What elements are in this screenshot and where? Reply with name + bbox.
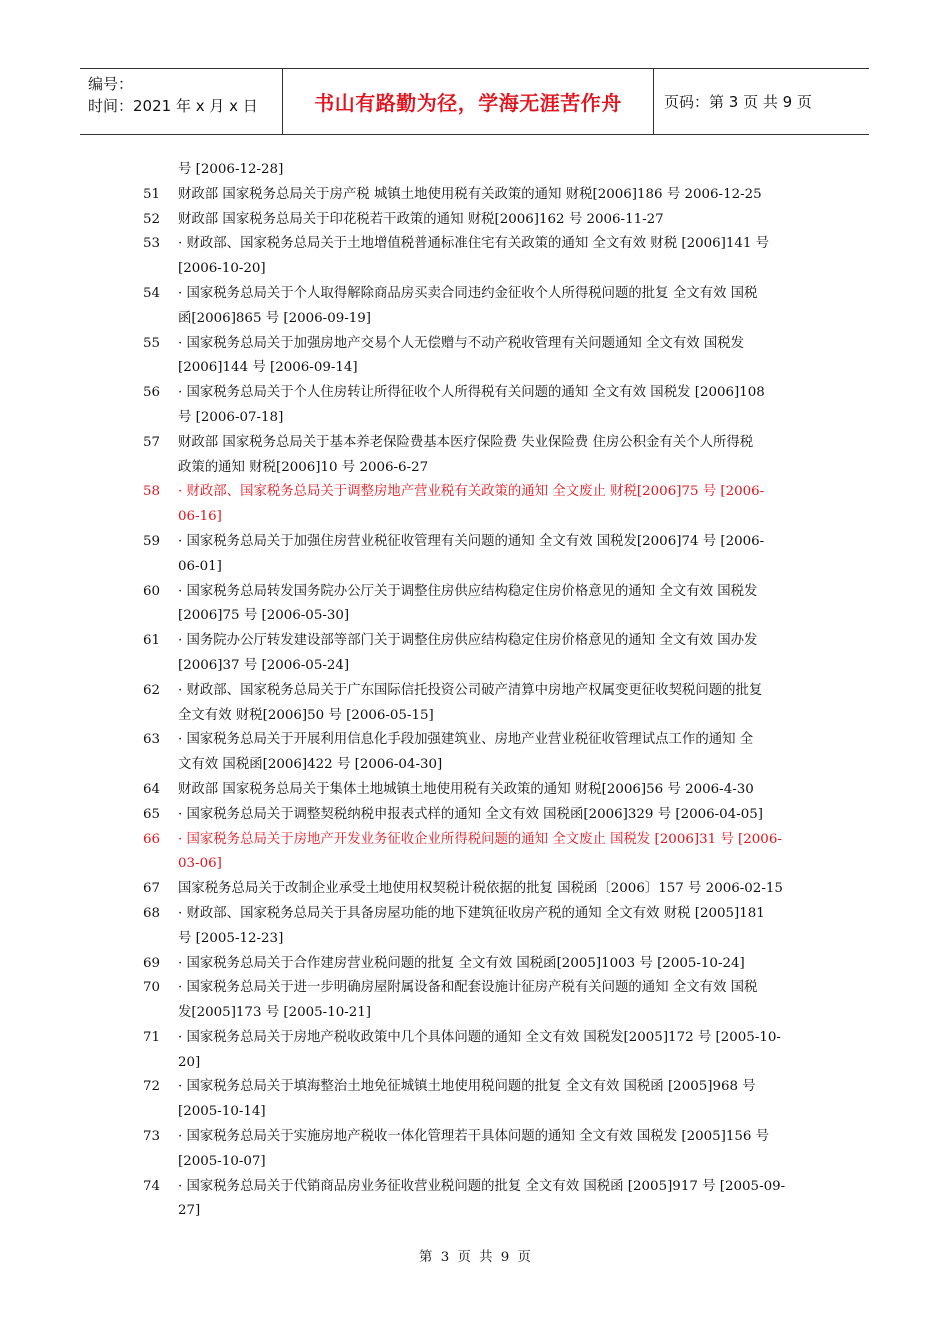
item-text: · 国家税务总局关于进一步明确房屋附属设备和配套设施计征房产税有关问题的通知 全文有效 国税 (178, 980, 758, 996)
item-number (0, 1100, 178, 1125)
item-number: 73 (143, 1129, 161, 1145)
item-number: 58 (143, 484, 161, 500)
item-text: · 财政部、国家税务总局关于土地增值税普通标准住宅有关政策的通知 全文有效 财税 [2006]141 号 (178, 236, 770, 252)
item-number (0, 704, 178, 729)
list-item (0, 158, 950, 183)
item-number: 51 (143, 186, 161, 202)
item-number (0, 406, 178, 431)
list-item (0, 232, 950, 257)
item-number (0, 505, 178, 530)
item-number (0, 456, 178, 481)
item-number (0, 356, 178, 381)
item-number: 52 (143, 211, 161, 227)
item-number: 74 (143, 1178, 161, 1194)
list-item (0, 902, 950, 927)
item-number (0, 753, 178, 778)
list-item (0, 530, 950, 555)
list-item (0, 976, 950, 1001)
list-item (0, 208, 950, 233)
list-item (0, 877, 950, 902)
list-item-continuation (0, 555, 950, 580)
item-text: [2006]37 号 [2006-05-24] (178, 657, 350, 673)
list-item-continuation (0, 356, 950, 381)
page-footer: 第 3 页 共 9 页 (419, 1250, 531, 1265)
item-text: [2005-10-14] (178, 1104, 266, 1120)
motto: 书山有路勤为径，学海无涯苦作舟 (314, 91, 622, 115)
item-text: [2006-10-20] (178, 261, 266, 277)
item-text: 财政部 国家税务总局关于基本养老保险费基本医疗保险费 失业保险费 住房公积金有关个人所得税 (178, 434, 754, 450)
list-item (0, 332, 950, 357)
item-text: · 国家税务总局关于加强房地产交易个人无偿赠与不动产税收管理有关问题通知 全文有效 国税发 (178, 335, 745, 351)
item-number: 54 (143, 285, 161, 301)
list-item-continuation (0, 406, 950, 431)
list-item (0, 629, 950, 654)
item-number (0, 1001, 178, 1026)
item-text: 20] (178, 1054, 201, 1070)
item-text: 号 [2006-12-28] (178, 162, 284, 177)
item-number (0, 604, 178, 629)
document-time: 时间：2021 年 x 月 x 日 (88, 97, 258, 115)
item-text: · 国家税务总局关于个人取得解除商品房买卖合同违约金征收个人所得税问题的批复 全文有效 国税 (178, 285, 758, 301)
item-number (0, 927, 178, 952)
list-item (0, 580, 950, 605)
document-number-label: 编号： (88, 75, 134, 93)
item-number: 62 (143, 682, 161, 698)
item-number (0, 307, 178, 332)
item-number (0, 1051, 178, 1076)
list-item-continuation (0, 1051, 950, 1076)
list-item-continuation (0, 704, 950, 729)
item-text: · 国务院办公厅转发建设部等部门关于调整住房供应结构稳定住房价格意见的通知 全文有效 国办发 (178, 633, 758, 649)
item-text: 全文有效 财税[2006]50 号 [2006-05-15] (178, 707, 434, 723)
list-item (0, 679, 950, 704)
item-number (0, 1150, 178, 1175)
list-item-continuation (0, 456, 950, 481)
item-text: 06-01] (178, 558, 222, 574)
item-text: · 国家税务总局关于个人住房转让所得征收个人所得税有关问题的通知 全文有效 国税发 [2006]108 (178, 385, 765, 401)
list-item (0, 480, 950, 505)
list-item-continuation (0, 927, 950, 952)
item-text: · 国家税务总局关于房地产税收政策中几个具体问题的通知 全文有效 国税发[2005]172 号 [2005-10- (178, 1029, 781, 1045)
item-text: 号 [2006-07-18] (178, 409, 284, 425)
item-number: 55 (143, 335, 161, 351)
page-header (80, 68, 869, 135)
list-item-continuation (0, 257, 950, 282)
item-number: 53 (143, 236, 161, 252)
item-text: 国家税务总局关于改制企业承受土地使用权契税计税依据的批复 国税函〔2006〕157 号 2006-02-15 (178, 881, 783, 897)
list-item (0, 282, 950, 307)
item-number (0, 852, 178, 877)
list-item-continuation (0, 1001, 950, 1026)
list-item (0, 183, 950, 208)
item-number (0, 158, 178, 183)
item-text: 函[2006]865 号 [2006-09-19] (178, 310, 372, 326)
item-number: 57 (143, 434, 161, 450)
list-item (0, 381, 950, 406)
item-text: 财政部 国家税务总局关于印花税若干政策的通知 财税[2006]162 号 2006-11-27 (178, 211, 664, 227)
item-number: 67 (143, 881, 161, 897)
list-item-continuation (0, 1150, 950, 1175)
list-item-continuation (0, 1199, 950, 1224)
item-text: 发[2005]173 号 [2005-10-21] (178, 1005, 372, 1021)
item-number: 59 (143, 533, 161, 549)
list-item (0, 1075, 950, 1100)
list-item (0, 952, 950, 977)
item-text: 财政部 国家税务总局关于集体土地城镇土地使用税有关政策的通知 财税[2006]56 号 2006-4-30 (178, 781, 754, 797)
list-item (0, 1175, 950, 1200)
list-item (0, 431, 950, 456)
item-number: 65 (143, 806, 161, 822)
item-text: 财政部 国家税务总局关于房产税 城镇土地使用税有关政策的通知 财税[2006]186 号 2006-12-25 (178, 186, 762, 202)
item-text: 27] (178, 1203, 201, 1219)
item-number: 71 (143, 1029, 161, 1045)
item-number: 60 (143, 583, 161, 599)
item-text: · 国家税务总局关于填海整治土地免征城镇土地使用税问题的批复 全文有效 国税函 [2005]968 号 (178, 1079, 756, 1095)
item-number (0, 654, 178, 679)
list-item (0, 803, 950, 828)
list-item (0, 728, 950, 753)
list-item (0, 828, 950, 853)
list-item-continuation (0, 852, 950, 877)
item-number: 68 (143, 905, 161, 921)
item-number (0, 1199, 178, 1224)
item-number (0, 555, 178, 580)
item-number: 56 (143, 385, 161, 401)
item-text: · 国家税务总局转发国务院办公厅关于调整住房供应结构稳定住房价格意见的通知 全文有效 国税发 (178, 583, 758, 599)
item-text: 06-16] (178, 509, 222, 525)
item-text: · 财政部、国家税务总局关于具备房屋功能的地下建筑征收房产税的通知 全文有效 财税 [2005]181 (178, 905, 765, 921)
item-text: 文有效 国税函[2006]422 号 [2006-04-30] (178, 757, 443, 773)
item-number (0, 257, 178, 282)
item-text: [2006]75 号 [2006-05-30] (178, 608, 350, 624)
list-item-continuation (0, 307, 950, 332)
item-text: · 国家税务总局关于实施房地产税收一体化管理若干具体问题的通知 全文有效 国税发 [2005]156 号 (178, 1129, 770, 1145)
item-number: 69 (143, 955, 161, 971)
header-motto-cell (282, 69, 654, 134)
item-text: · 财政部、国家税务总局关于广东国际信托投资公司破产清算中房地产权属变更征收契税问题的批复 (178, 682, 763, 698)
list-item (0, 1026, 950, 1051)
item-number: 61 (143, 633, 161, 649)
item-text: [2006]144 号 [2006-09-14] (178, 360, 358, 376)
item-text: · 国家税务总局关于房地产开发业务征收企业所得税问题的通知 全文废止 国税发 [2006]31 号 [2006- (178, 831, 782, 847)
item-text: · 国家税务总局关于加强住房营业税征收管理有关问题的通知 全文有效 国税发[2006]74 号 [2006- (178, 533, 765, 549)
item-text: [2005-10-07] (178, 1153, 266, 1169)
list-item (0, 1125, 950, 1150)
list-item-continuation (0, 604, 950, 629)
list-item-continuation (0, 1100, 950, 1125)
list-item-continuation (0, 654, 950, 679)
item-number: 70 (143, 980, 161, 996)
item-text: · 国家税务总局关于开展利用信息化手段加强建筑业、房地产业营业税征收管理试点工作的通知 全 (178, 732, 754, 748)
item-number: 72 (143, 1079, 161, 1095)
item-text: 政策的通知 财税[2006]10 号 2006-6-27 (178, 459, 429, 475)
item-number: 63 (143, 732, 161, 748)
header-page-number: 页码：第 3 页 共 9 页 (664, 93, 812, 111)
item-text: 03-06] (178, 856, 222, 872)
item-text: · 国家税务总局关于调整契税纳税申报表式样的通知 全文有效 国税函[2006]329 号 [2006-04-05] (178, 806, 763, 822)
list-item (0, 778, 950, 803)
item-text: · 财政部、国家税务总局关于调整房地产营业税有关政策的通知 全文废止 财税[2006]75 号 [2006- (178, 484, 765, 500)
header-meta (80, 69, 282, 134)
list-item-continuation (0, 505, 950, 530)
item-text: · 国家税务总局关于代销商品房业务征收营业税问题的批复 全文有效 国税函 [2005]917 号 [2005-09- (178, 1178, 786, 1194)
item-number: 66 (143, 831, 161, 847)
item-number: 64 (143, 781, 161, 797)
item-text: 号 [2005-12-23] (178, 930, 284, 946)
list-item-continuation (0, 753, 950, 778)
header-page-cell (654, 69, 869, 134)
item-text: · 国家税务总局关于合作建房营业税问题的批复 全文有效 国税函[2005]1003 号 [2005-10-24] (178, 955, 745, 971)
regulation-list (0, 158, 950, 1224)
